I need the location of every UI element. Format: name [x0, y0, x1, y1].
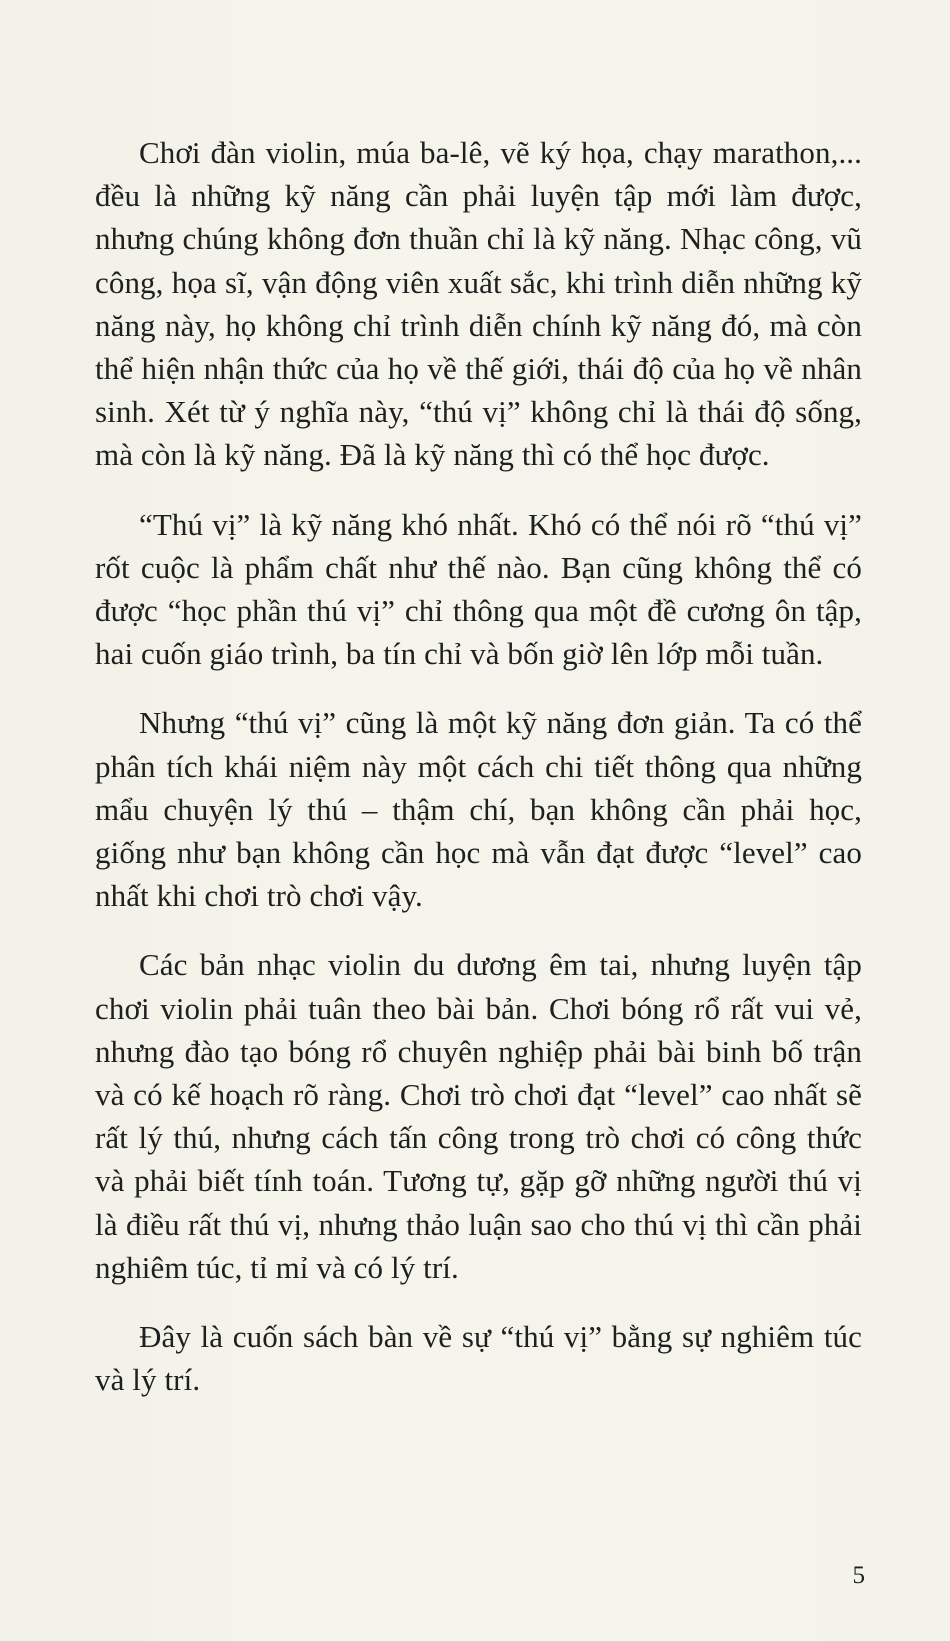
body-text: [95, 131, 862, 1427]
paragraph-5: Đây là cuốn sách bàn về sự “thú vị” bằng sự nghiêm túc và lý trí.: [95, 1319, 862, 1398]
paragraph-3: Nhưng “thú vị” cũng là một kỹ năng đơn giản. Ta có thể phân tích khái niệm này một cách chi tiết thông qua những mẩu chuyện lý thú – thậm chí, bạn không cần phải học, giống như bạn không cần học mà vẫn đạt được “level” cao nhất khi chơi trò chơi vậy.: [95, 705, 862, 914]
paragraph-4: Các bản nhạc violin du dương êm tai, nhưng luyện tập chơi violin phải tuân theo bài bản. Chơi bóng rổ rất vui vẻ, nhưng đào tạo bóng rổ chuyên nghiệp phải bài binh bố trận và có kế hoạch rõ ràng. Chơi trò chơi đạt “level” cao nhất sẽ rất lý thú, nhưng cách tấn công trong trò chơi có công thức và phải biết tính toán. Tương tự, gặp gỡ những người thú vị là điều rất thú vị, nhưng thảo luận sao cho thú vị thì cần phải nghiêm túc, tỉ mỉ và có lý trí.: [95, 947, 862, 1285]
paragraph-1: Chơi đàn violin, múa ba-lê, vẽ ký họa, chạy marathon,... đều là những kỹ năng cần phải luyện tập mới làm được, nhưng chúng không đơn thuần chỉ là kỹ năng. Nhạc công, vũ công, họa sĩ, vận động viên xuất sắc, khi trình diễn những kỹ năng này, họ không chỉ trình diễn chính kỹ năng đó, mà còn thể hiện nhận thức của họ về thế giới, thái độ của họ về nhân sinh. Xét từ ý nghĩa này, “thú vị” không chỉ là thái độ sống, mà còn là kỹ năng. Đã là kỹ năng thì có thể học được.: [95, 135, 862, 473]
page-number: 5: [852, 1562, 865, 1589]
paragraph-2: “Thú vị” là kỹ năng khó nhất. Khó có thể nói rõ “thú vị” rốt cuộc là phẩm chất như thế nào. Bạn cũng không thể có được “học phần thú vị” chỉ thông qua một đề cương ôn tập, hai cuốn giáo trình, ba tín chỉ và bốn giờ lên lớp mỗi tuần.: [95, 506, 862, 672]
